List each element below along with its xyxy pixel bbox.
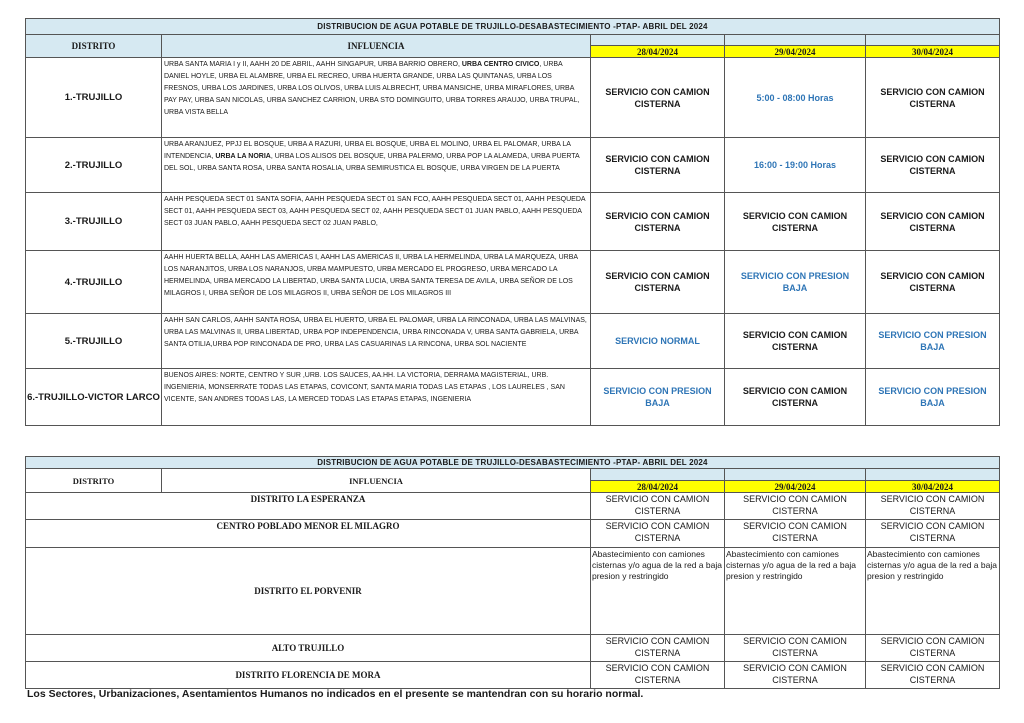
status-cell: SERVICIO CON CAMION CISTERNA [866,662,1000,689]
district-name: 1.-TRUJILLO [26,58,162,138]
status-cell: SERVICIO CON CAMION CISTERNA [591,251,725,314]
table-row [26,193,1000,251]
status-cell: SERVICIO CON CAMION CISTERNA [866,520,1000,548]
influence-list: AAHH PESQUEDA SECT 01 SANTA SOFIA, AAHH PESQUEDA SECT 01 SAN FCO, AAHH PESQUEDA SECT 01, AAHH PESQUEDA SECT 01, AAHH PESQUEDA SECT 03, AAHH PESQUEDA SECT 02, AAHH PESQUEDA SECT 01 JUAN PABLO, AAHH PESQUEDA SECT 03 JUAN PABLO, AAHH PESQUEDA SECT 02 JUAN PABLO, [162,193,591,251]
status-cell: SERVICIO CON CAMION CISTERNA [725,635,866,662]
header-spacer [866,469,1000,481]
status-cell: SERVICIO CON CAMION CISTERNA [866,635,1000,662]
status-note: Abastecimiento con camiones cisternas y/o agua de la red a baja presion y restringido [591,548,725,635]
status-cell: SERVICIO CON PRESION BAJA [591,369,725,426]
status-cell: SERVICIO CON CAMION CISTERNA [591,520,725,548]
table-row [26,138,1000,193]
status-note: Abastecimiento con camiones cisternas y/o agua de la red a baja presion y restringido [866,548,1000,635]
influence-list: BUENOS AIRES: NORTE, CENTRO Y SUR ,URB. LOS SAUCES, AA.HH. LA VICTORIA, DERRAMA MAGISTERIAL, URB. INGENIERIA, MONSERRATE TODAS LAS ETAPAS, COVICONT, SANTA MARIA TODAS LAS ETAPAS , LOS LAURELES , SAN VICENTE, SAN ANDRES TODAS LAS, LA MERCED TODAS LAS ETAPAS ETAPAS, INGENIERIA [162,369,591,426]
influence-text: , URBA LOS ALISOS DEL BOSQUE, URBA PALERMO, URBA POP LA ALAMEDA, URBA PUERTA DEL SOL, URBA SANTA ROSA, URBA SANTA ROSALIA, URBA SEMIRUSTICA EL BOSQUE, URBA VIRGEN DE LA PUERTA [164,153,580,172]
status-cell: 16:00 - 19:00 Horas [725,138,866,193]
status-cell: SERVICIO CON CAMION CISTERNA [725,662,866,689]
date-header: 28/04/2024 [591,46,725,58]
district-name: CENTRO POBLADO MENOR EL MILAGRO [26,520,591,548]
table-row [26,548,1000,635]
influence-list [162,58,591,138]
status-cell: SERVICIO CON CAMION CISTERNA [591,58,725,138]
status-cell: SERVICIO CON CAMION CISTERNA [866,493,1000,520]
date-header: 30/04/2024 [866,481,1000,493]
status-cell: SERVICIO CON CAMION CISTERNA [591,635,725,662]
status-cell: SERVICIO CON CAMION CISTERNA [591,493,725,520]
district-name: DISTRITO EL PORVENIR [26,548,591,635]
column-header-influencia: INFLUENCIA [162,35,591,58]
status-cell: SERVICIO CON CAMION CISTERNA [866,193,1000,251]
header-spacer [591,469,725,481]
distribution-table-districts [25,456,1000,689]
table-title: DISTRIBUCION DE AGUA POTABLE DE TRUJILLO-DESABASTECIMIENTO -PTAP- ABRIL DEL 2024 [26,457,1000,469]
status-cell: SERVICIO CON CAMION CISTERNA [591,138,725,193]
status-cell: SERVICIO CON CAMION CISTERNA [866,251,1000,314]
district-name: 6.-TRUJILLO-VICTOR LARCO [26,369,162,426]
status-cell: SERVICIO CON CAMION CISTERNA [725,193,866,251]
influence-list [162,138,591,193]
header-spacer [725,35,866,46]
column-header-distrito: DISTRITO [26,35,162,58]
table-row [26,493,1000,520]
status-note: Abastecimiento con camiones cisternas y/o agua de la red a baja presion y restringido [725,548,866,635]
influence-highlight: URBA CENTRO CIVICO [461,61,540,68]
header-spacer [725,469,866,481]
status-cell: SERVICIO CON CAMION CISTERNA [725,493,866,520]
status-cell: SERVICIO CON CAMION CISTERNA [725,314,866,369]
table-title: DISTRIBUCION DE AGUA POTABLE DE TRUJILLO-DESABASTECIMIENTO -PTAP- ABRIL DEL 2024 [26,19,1000,35]
table-row [26,314,1000,369]
header-spacer [866,35,1000,46]
district-name: 5.-TRUJILLO [26,314,162,369]
date-header: 30/04/2024 [866,46,1000,58]
status-cell: SERVICIO CON PRESION BAJA [725,251,866,314]
influence-list: AAHH HUERTA BELLA, AAHH LAS AMERICAS I, AAHH LAS AMERICAS II, URBA LA HERMELINDA, URBA LA MARQUEZA, URBA LOS NARANJITOS, URBA LOS NARANJOS, URBA MAMPUESTO, URBA MERCADO EL PROGRESO, URBA MERCADO LA HERMELINDA, URBA MERCADO LA LIBERTAD, URBA SANTA LUCIA, URBA SANTA TERESA DE AVILA, URBA SEÑOR DE LOS MILAGROS I, URBA SEÑOR DE LOS MILAGROS II, URBA SEÑOR DE LOS MILAGROS III [162,251,591,314]
status-cell: SERVICIO CON CAMION CISTERNA [866,138,1000,193]
district-name: 3.-TRUJILLO [26,193,162,251]
status-cell: SERVICIO CON CAMION CISTERNA [725,520,866,548]
district-name: 2.-TRUJILLO [26,138,162,193]
district-name: 4.-TRUJILLO [26,251,162,314]
date-header: 29/04/2024 [725,481,866,493]
date-header: 28/04/2024 [591,481,725,493]
district-name: DISTRITO FLORENCIA DE MORA [26,662,591,689]
distribution-table-trujillo [25,18,1000,426]
column-header-influencia: INFLUENCIA [162,469,591,493]
status-cell: SERVICIO CON CAMION CISTERNA [591,193,725,251]
footer-note: Los Sectores, Urbanizaciones, Asentamientos Humanos no indicados en el presente se mantendran con su horario normal. [27,688,644,700]
table-row [26,662,1000,689]
influence-text: , URBA DANIEL HOYLE, URBA EL ALAMBRE, URBA EL RECREO, URBA HUERTA GRANDE, URBA LAS QUINTANAS, URBA LOS FRESNOS, URBA LOS JARDINES, URBA LOS OLIVOS, URBA LUIS ALBRECHT, URBA MANSICHE, URBA MIRAFLORES, URBA PAY PAY, URBA SAN NICOLAS, URBA SANCHEZ CARRION, URBA STO DOMINGUITO, URBA TORRES ARAUJO, URBA TRUPAL, URBA VISTA BELLA [164,61,580,116]
status-cell: SERVICIO CON CAMION CISTERNA [725,369,866,426]
influence-highlight: URBA LA NORIA [215,153,271,160]
table-row [26,520,1000,548]
date-header: 29/04/2024 [725,46,866,58]
influence-text: URBA ARANJUEZ, PPJJ EL BOSQUE, URBA A RAZURI, URBA EL BOSQUE, URBA EL MOLINO, URBA EL PALOMAR, URBA LA INTENDENCIA, [164,141,571,160]
header-spacer [591,35,725,46]
district-name: DISTRITO LA ESPERANZA [26,493,591,520]
table-row [26,251,1000,314]
status-cell: SERVICIO CON PRESION BAJA [866,369,1000,426]
table-row [26,58,1000,138]
status-cell: SERVICIO CON CAMION CISTERNA [866,58,1000,138]
table-row [26,369,1000,426]
influence-text: URBA SANTA MARIA I y II, AAHH 20 DE ABRIL, AAHH SINGAPUR, URBA BARRIO OBRERO, [164,61,462,68]
table-row [26,635,1000,662]
status-cell: 5:00 - 08:00 Horas [725,58,866,138]
influence-list: AAHH SAN CARLOS, AAHH SANTA ROSA, URBA EL HUERTO, URBA EL PALOMAR, URBA LA RINCONADA, URBA LAS MALVINAS, URBA LAS MALVINAS II, URBA LIBERTAD, URBA POP INDEPENDENCIA, URBA RINCONADA V, URBA SANTA GABRIELA, URBA SANTA OTILIA,URBA POP RINCONADA DE PRO, URBA LAS CASUARINAS LA RINCONA, URBA SOL NACIENTE [162,314,591,369]
column-header-distrito: DISTRITO [26,469,162,493]
status-cell: SERVICIO CON CAMION CISTERNA [591,662,725,689]
status-cell: SERVICIO CON PRESION BAJA [866,314,1000,369]
district-name: ALTO TRUJILLO [26,635,591,662]
status-cell: SERVICIO NORMAL [591,314,725,369]
